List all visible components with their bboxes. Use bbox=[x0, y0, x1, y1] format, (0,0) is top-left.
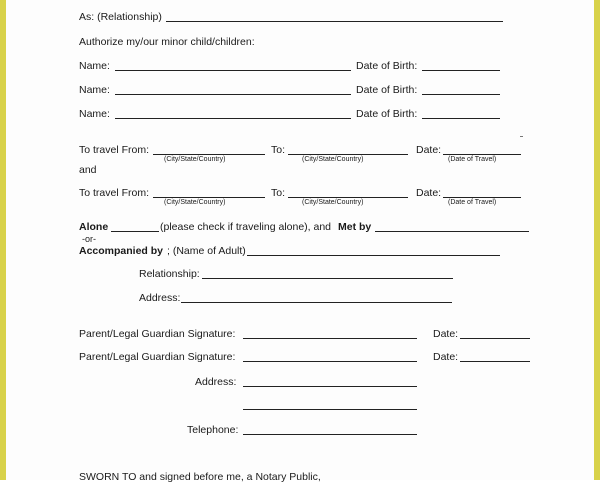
travel-from-label-2: To travel From: bbox=[79, 187, 150, 199]
travel-from-line-1[interactable] bbox=[153, 154, 265, 155]
guardian-date-line-2[interactable] bbox=[460, 361, 530, 362]
to-hint-2: (City/State/Country) bbox=[302, 199, 364, 206]
accompanied-label: Accompanied by bbox=[79, 245, 164, 257]
guardian-sig-line-2[interactable] bbox=[243, 361, 417, 362]
travel-from-line-2[interactable] bbox=[153, 197, 265, 198]
guardian-sig-label-2: Parent/Legal Guardian Signature: bbox=[79, 351, 236, 363]
name-label-1: Name: bbox=[79, 60, 110, 72]
date-hint-2: (Date of Travel) bbox=[448, 199, 497, 206]
travel-date-line-2[interactable] bbox=[443, 197, 521, 198]
relationship-label: As: (Relationship) bbox=[79, 11, 162, 23]
guardian-date-label-1: Date: bbox=[433, 328, 459, 340]
met-by-line[interactable] bbox=[375, 231, 529, 232]
travel-from-label-1: To travel From: bbox=[79, 144, 150, 156]
guardian-date-label-2: Date: bbox=[433, 351, 459, 363]
dob-label-2: Date of Birth: bbox=[356, 84, 418, 96]
alone-note: (please check if traveling alone), and bbox=[160, 221, 332, 233]
guardian-address-line-2[interactable] bbox=[243, 409, 417, 410]
child-name-line-3[interactable] bbox=[115, 118, 351, 119]
guardian-sig-line-1[interactable] bbox=[243, 338, 417, 339]
child-dob-line-2[interactable] bbox=[422, 94, 500, 95]
name-label-3: Name: bbox=[79, 108, 110, 120]
child-name-line-2[interactable] bbox=[115, 94, 351, 95]
scan-speck bbox=[520, 136, 523, 137]
to-label-2: To: bbox=[271, 187, 286, 199]
accompanied-line[interactable] bbox=[247, 255, 500, 256]
date-label-2: Date: bbox=[416, 187, 442, 199]
sworn-text: SWORN TO and signed before me, a Notary Public, bbox=[79, 471, 321, 483]
child-name-line-1[interactable] bbox=[115, 70, 351, 71]
alone-label: Alone bbox=[79, 221, 109, 233]
guardian-date-line-1[interactable] bbox=[460, 338, 530, 339]
relationship-field-label: Relationship: bbox=[139, 268, 200, 280]
travel-to-line-2[interactable] bbox=[288, 197, 408, 198]
and-text: and bbox=[79, 164, 97, 176]
or-text: -or- bbox=[82, 234, 96, 244]
accompanied-note: ; (Name of Adult) bbox=[167, 245, 246, 257]
guardian-sig-label-1: Parent/Legal Guardian Signature: bbox=[79, 328, 236, 340]
child-dob-line-3[interactable] bbox=[422, 118, 500, 119]
travel-date-line-1[interactable] bbox=[443, 154, 521, 155]
from-hint-2: (City/State/Country) bbox=[164, 199, 226, 206]
guardian-address-label: Address: bbox=[195, 376, 237, 388]
dob-label-3: Date of Birth: bbox=[356, 108, 418, 120]
relationship-field-line[interactable] bbox=[202, 278, 453, 279]
travel-to-line-1[interactable] bbox=[288, 154, 408, 155]
guardian-address-line-1[interactable] bbox=[243, 386, 417, 387]
date-label-1: Date: bbox=[416, 144, 442, 156]
date-hint-1: (Date of Travel) bbox=[448, 156, 497, 163]
alone-check-line[interactable] bbox=[111, 231, 159, 232]
name-label-2: Name: bbox=[79, 84, 110, 96]
to-label-1: To: bbox=[271, 144, 286, 156]
met-by-label: Met by bbox=[338, 221, 372, 233]
authorize-text: Authorize my/our minor child/children: bbox=[79, 36, 255, 48]
child-dob-line-1[interactable] bbox=[422, 70, 500, 71]
dob-label-1: Date of Birth: bbox=[356, 60, 418, 72]
address-field-label: Address: bbox=[139, 292, 181, 304]
telephone-line[interactable] bbox=[243, 434, 417, 435]
relationship-line[interactable] bbox=[166, 21, 503, 22]
to-hint-1: (City/State/Country) bbox=[302, 156, 364, 163]
from-hint-1: (City/State/Country) bbox=[164, 156, 226, 163]
address-field-line[interactable] bbox=[181, 302, 452, 303]
telephone-label: Telephone: bbox=[187, 424, 239, 436]
